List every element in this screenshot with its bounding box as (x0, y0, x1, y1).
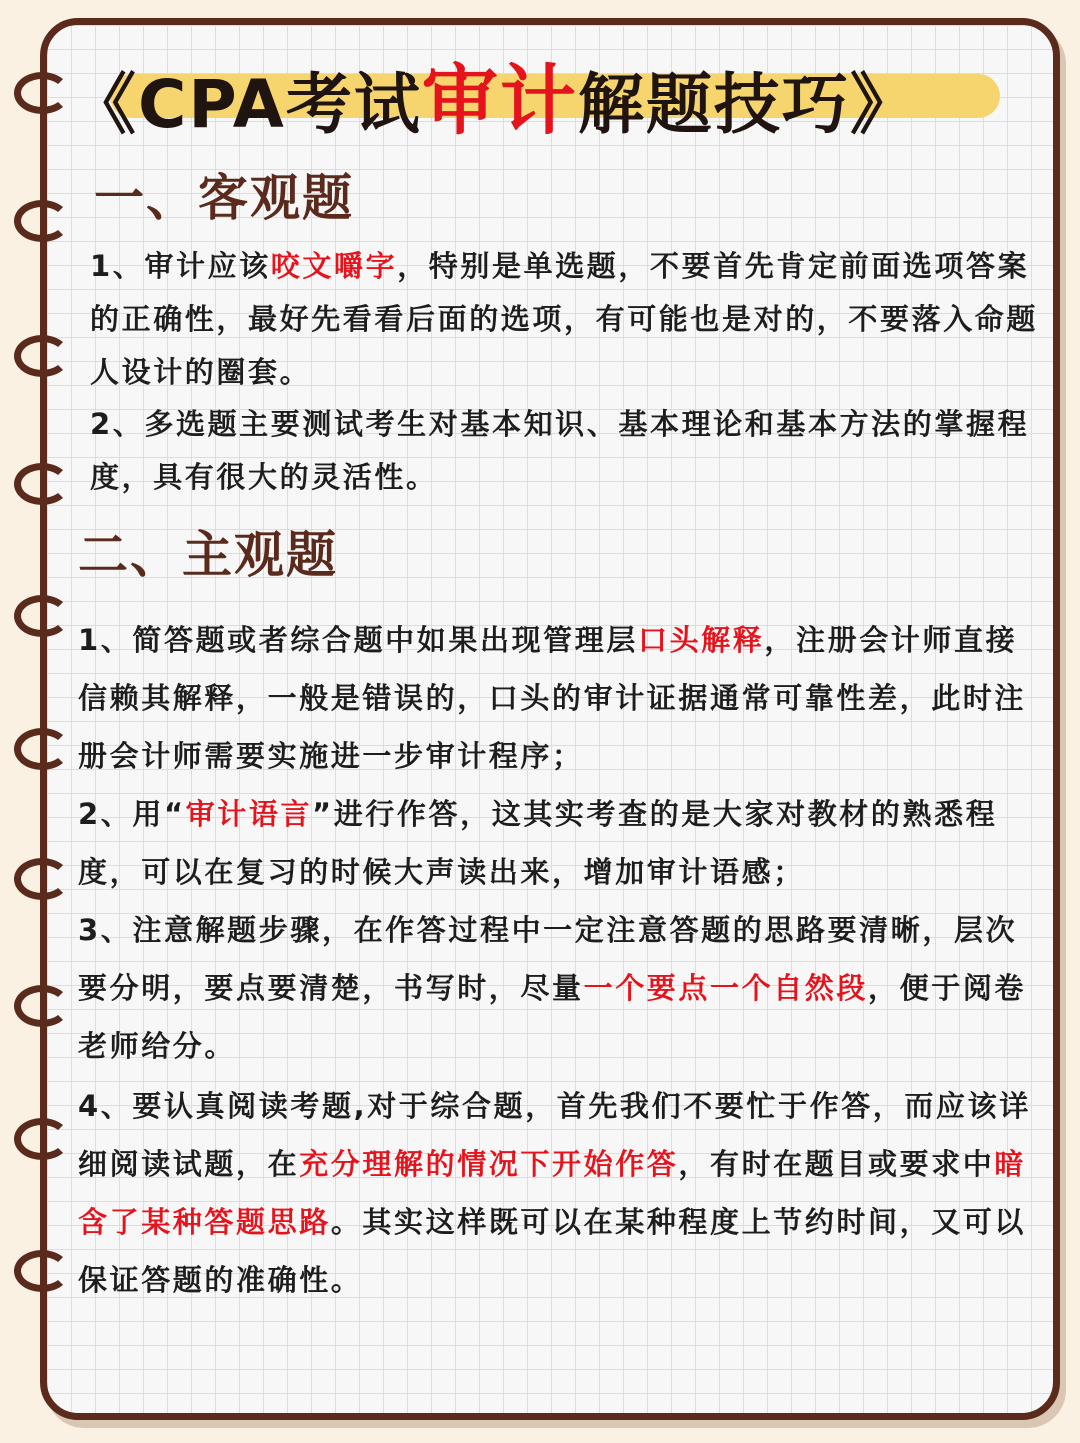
section2-paragraph-4: 4、要认真阅读考题,对于综合题，首先我们不要忙于作答，而应该详细阅读试题，在充分理解的情况下开始作答，有时在题目或要求中暗含了某种答题思路。其实这样既可以在某种程度上节约时间，又可以保证答题的准确性。 (78, 1089, 1031, 1297)
section2-paragraph-3: 3、注意解题步骤，在作答过程中一定注意答题的思路要清晰，层次要分明，要点要清楚，书写时，尽量一个要点一个自然段，便于阅卷老师给分。 (78, 913, 1027, 1063)
binder-ring (14, 200, 70, 242)
section1-heading: 一、客观题 (94, 169, 354, 227)
binder-ring (14, 728, 70, 770)
binder-ring (14, 595, 70, 637)
title-highlight: 审计 (421, 56, 578, 145)
emphasis: 暗含了某种答题思路 (78, 1147, 1027, 1239)
emphasis: 充分理解的情况下开始作答 (299, 1147, 679, 1181)
section2-heading: 二、主观题 (78, 526, 338, 584)
emphasis: 咬文嚼字 (270, 249, 398, 283)
binder-ring (14, 335, 70, 377)
section1-paragraph-2: 2、多选题主要测试考生对基本知识、基本理论和基本方法的掌握程度，具有很大的灵活性。 (90, 407, 1030, 494)
binder-ring (14, 72, 70, 114)
page-title (70, 40, 990, 145)
emphasis: 口头解释 (637, 623, 765, 657)
binder-ring (14, 985, 70, 1027)
title-prefix: 《CPA考试 (70, 66, 422, 143)
section2-paragraph-1: 1、简答题或者综合题中如果出现管理层口头解释，注册会计师直接信赖其解释，一般是错误的，口头的审计证据通常可靠性差，此时注册会计师需要实施进一步审计程序； (78, 623, 1027, 773)
binder-ring (14, 1250, 70, 1292)
section2-paragraph-2: 2、用“审计语言”进行作答，这其实考查的是大家对教材的熟悉程度，可以在复习的时候大声读出来，增加审计语感； (78, 797, 998, 889)
emphasis: 一个要点一个自然段 (583, 971, 869, 1005)
title-suffix: 解题技巧》 (577, 66, 918, 143)
emphasis: 审计语言 (185, 797, 313, 831)
binder-ring (14, 858, 70, 900)
binder-ring (14, 1118, 70, 1160)
binder-ring (14, 463, 70, 505)
section1-paragraph-1: 1、审计应该咬文嚼字，特别是单选题，不要首先肯定前面选项答案的正确性，最好先看看后面的选项，有可能也是对的，不要落入命题人设计的圈套。 (90, 249, 1039, 389)
